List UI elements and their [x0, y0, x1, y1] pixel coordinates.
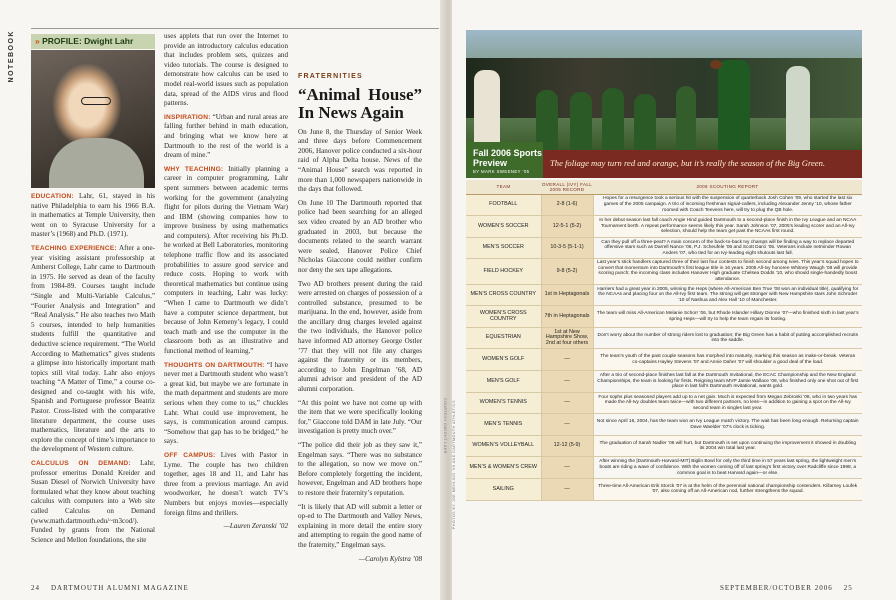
rower-figure: [634, 94, 656, 150]
record-cell: 12-5-1 (5-2): [541, 216, 593, 238]
record-cell: —: [541, 349, 593, 371]
team-cell: MEN’S GOLF: [466, 371, 541, 393]
table-row: [466, 259, 862, 284]
article-paragraph: “At this point we have not come up with the item that we were specifically looking for,” Giaccone told DAM in late July. “Our investigation is pretty much over.”: [298, 398, 422, 436]
top-rule: [31, 28, 439, 29]
golfer-figure: [474, 70, 500, 150]
report-cell: Harriers had a great year in 2005, winning the Heps (where All-American Ben True ’08 won an individual title), qualifying for the NCAAs and placing four on the All-Ivy first team. The strong will get stronger with New Hampshire stars John Schroder ’10 of Nashua and Alex Hall ’10 of Manchester.: [593, 284, 862, 306]
report-cell: Not since April 16, 2004, has the team won an Ivy League match victory. The wait has been long enough. Returning captain Dave Waelder ’07’s clock is ticking.: [593, 414, 862, 436]
record-cell: 7th in Heptagonals: [541, 306, 593, 328]
col2-paragraph: OFF CAMPUS: Lives with Pastor in Lyme. The couple has two children together, ages 18 and 11, and Lahr has three from a previous marriage. An avid woodworker, he doesn’t watch TV’s Numbers but enjoys movies—especially foreign films and thrillers.: [164, 450, 288, 517]
profile-column-2: [164, 32, 288, 536]
table-row: [466, 371, 862, 393]
article-paragraph: “The police did their job as they saw it,” Engelman says. “There was no substance to the allegation, so now we move on.” Before completely forgetting the incident, however, Engelman and AD brothers hope to restore their fraternity’s reputation.: [298, 441, 422, 497]
section-label: NOTEBOOK: [8, 30, 15, 83]
record-cell: —: [541, 479, 593, 501]
article-paragraph: Two AD brothers present during the raid were arrested on charges of possession of a controlled substance, presumed to be marijuana. In the end, however, aside from the ancillary drug charges leveled against the two individuals, the Hanover police have informed AD attorney George Ostler ’77 that they will not file any charges against the fraternity or its members, according to John Engelman ’68, AD alumni advisor and president of the AD alumni corporation.: [298, 279, 422, 394]
col1-paragraph: TEACHING EXPERIENCE: After a one-year visiting assistant professorship at Amherst College, Lahr came to Dartmouth in 1975. He served as dean of the faculty from 1984-89. Courses taught include “Single and Multi-Variable Calculus,” “Fourier Analysis and Integration” and “Real Analysis.” He also teaches two Math 5 courses, intended to help humanities students fulfill the quantitative and deductive science requirement. “The World According to Mathematics” gives students a glimpse into historically important math topics still vital today. Lahr also enjoys teaching “A Matter of Time,” a course co-designed and co-taught with his wife, Spanish and Portuguese professor Beatriz Pastor. Cross-listed with the comparative literature department, the course uses mathematics, literature and the arts to explore the concept of time’s importance to the development of Western culture.: [31, 243, 155, 454]
article-paragraph: On June 10 The Dartmouth reported that police had been searching for an alleged sex video created by an AD brother who graduated in 2003, but because the documents related to the search warrant were sealed, Hanover Police Chief Nicholas Giaccone could neither confirm nor deny the sex tape allegations.: [298, 198, 422, 274]
photo-glasses: [81, 97, 111, 105]
record-cell: —: [541, 371, 593, 393]
team-cell: FOOTBALL: [466, 194, 541, 216]
team-cell: FIELD HOCKEY: [466, 259, 541, 284]
profile-header: [31, 34, 155, 49]
team-cell: MEN’S SOCCER: [466, 237, 541, 259]
report-cell: The graduation of Sarah Nadler ’06 will hurt, but Dartmouth is set upon continuing the improvement it showed in doubling its 2004 win total last year.: [593, 435, 862, 457]
report-cell: Can they pull off a three-peat? A main concern of the back-to-back Ivy champs will be finding a way to replace departed offensive stars such as Darrell Nance ’06, P.J. Scheufele ’06 and Scott Darci ’05. Veterans include netminder Rowan Anders ’07, who tied for an Ivy-leading eight shutouts last fall.: [593, 237, 862, 259]
record-cell: —: [541, 414, 593, 436]
table-row: [466, 392, 862, 414]
team-cell: MEN’S CROSS COUNTRY: [466, 284, 541, 306]
profile-name: Dwight Lahr: [84, 36, 134, 46]
record-cell: —: [541, 457, 593, 479]
record-cell: —: [541, 392, 593, 414]
team-cell: WOMEN’S VOLLEYBALL: [466, 435, 541, 457]
report-cell: Last year’s stick handlers captured three of their last four contests to finish second among Ivies. This year’s squad hopes to convert that momentum into Dartmouth’s first league title in 16 years. 2005 All-Ivy honoree Whitney Waugh ’08 will provide scoring punch; the incoming class includes Hanover High graduate Chelsea Dodds ’10, who should single-handedly boost attendance.: [593, 259, 862, 284]
record-cell: 10-3-5 (5-1-1): [541, 237, 593, 259]
report-cell: Don’t worry about the number of strong riders lost to graduation; the Big Green has a habit of putting accomplished recruits into the saddle.: [593, 327, 862, 349]
report-header: 2006 SCOUTING REPORT: [593, 180, 862, 194]
team-cell: WOMEN’S TENNIS: [466, 392, 541, 414]
record-cell: 12-12 (5-9): [541, 435, 593, 457]
rower-figure: [570, 92, 592, 150]
table-row: [466, 349, 862, 371]
article-paragraph: On June 8, the Thursday of Senior Week and three days before Commencement 2006, Hanover police conducted a six-hour raid of Alpha Delta house. News of the “Animal House” search was reported in more than 1,000 newspapers nationwide in the days that followed.: [298, 127, 422, 194]
article-headline: “Animal House” In News Again: [298, 84, 422, 122]
report-cell: Four sophs plus seasoned players add up to a net gain. Much is expected from Megan Zebroski ’08, who in two years has made the All-Ivy doubles team twice—with two different partners, no less—in addition to gaining a spot on the All-Ivy second team in singles last year.: [593, 392, 862, 414]
profile-column-1: [31, 192, 155, 549]
report-cell: Three-time All-American Erik Storck ’07 is at the helm of the perennial national championship contenders. Killarney Loufek ’07, also coming off an All-American nod, further strengthens the squad.: [593, 479, 862, 501]
rower-figure: [536, 90, 558, 150]
col1-paragraph: CALCULUS ON DEMAND: Lahr, professor emeritus Donald Kreider and Susan Diesel of Norwich University have formulated what they know about teaching calculus with computers into a Web site called Calculus on Demand (www.math.dartmouth.edu/~m3cod/). Funded by grants from the National Science and Mellon foundations, the site: [31, 459, 155, 544]
report-cell: After winning the [Dartmouth-Harvard-MIT] Biglin Bowl for only the third time in 57 years last spring, the lightweight men’s boats are riding a wave of confidence. With the women coming off of last spring’s first victory over Radcliffe since 1998, a common goal is to beat Harvard again—or else.: [593, 457, 862, 479]
soccer-player-figure: [786, 66, 810, 150]
page-number: 24: [31, 584, 40, 592]
record-cell: 1st in Heptagonals: [541, 284, 593, 306]
preview-title-box: [466, 142, 543, 178]
table-row: [466, 414, 862, 436]
report-cell: The team’s youth of the past couple seasons has morphed into maturity, marking this season as make-or-break. Veteran co-captains Hayley Stevens ’07 and Annie Daher ’07 will shoulder a good deal of the load.: [593, 349, 862, 371]
col2-paragraph: uses applets that run over the Internet to provide an introductory calculus education that includes problem sets, quizzes and video tutorials. The course is designed to demonstrate how calculus can be used to model real-world issues such as population data, spread of the AIDS virus and flood patterns.: [164, 32, 288, 108]
arrow-icon: »: [35, 36, 40, 46]
scouting-table: [466, 180, 862, 501]
right-folio: [720, 584, 853, 592]
table-row: [466, 284, 862, 306]
left-folio: [31, 584, 189, 592]
record-cell: 1st at New Hampshire Show, 2nd at four others: [541, 327, 593, 349]
table-row: [466, 479, 862, 501]
col2-paragraph: WHY TEACHING: Initially planning a career in computer programming, Lahr spent summers between academic terms working for the government (analyzing flight for pilots during the Vietnam War) and IBM (showing companies how to improve business by using mathematics and computers). After receiving his Ph.D. he worked at Bell Laboratories, monitoring telephone traffic flow and its associated probabilities to assure good service and reduce costs. Hoping to work with theoretical mathematics but continue using computers in teaching, Lahr was lucky: “When I came to Dartmouth we didn’t have a computer science department, but because of John Kemeny’s legacy, I could teach math and use the computer in the classroom both as an illustrative and functional method of learning.”: [164, 164, 288, 355]
rower-figure: [602, 88, 624, 150]
team-cell: MEN’S & WOMEN’S CREW: [466, 457, 541, 479]
team-header: TEAM: [466, 180, 541, 194]
report-cell: In her debut season last fall coach Angie Hind guided Dartmouth to a second-place finish in the Ivy League and an NCAA Tournament berth. A repeat performance seems likely this year. Sarah Johnson ’07, 2005’s leading scorer and an All-Ivy selection, should help the team get past the NCAAs first round.: [593, 216, 862, 238]
report-cell: After a trio of second-place finishes last fall at the Dartmouth Invitational, the ECAC Championship and the New England Championships, the team is looking for firsts. Reigning team MVP Jamie Wallace ’08, who finished only one shot out of first place in last fall’s Dartmouth Invitational, wants gold.: [593, 371, 862, 393]
page-number: 25: [843, 584, 853, 592]
team-cell: WOMEN’S GOLF: [466, 349, 541, 371]
rower-figure: [676, 86, 696, 150]
preview-tagline: The foliage may turn red and orange, but it’s really the season of the Big Green.: [550, 158, 826, 168]
table-row: [466, 216, 862, 238]
preview-byline: BY MARK SWEENEY ’05: [473, 169, 530, 174]
col2-paragraph: INSPIRATION: “Urban and rural areas are falling further behind in math education, and bringing what we know here at Dartmouth to the rest of the world is a dream of mine.”: [164, 112, 288, 160]
photo-shirt: [49, 138, 144, 188]
team-cell: WOMEN’S SOCCER: [466, 216, 541, 238]
preview-title: Fall 2006 Sports Preview: [473, 148, 543, 168]
team-cell: SAILING: [466, 479, 541, 501]
team-cell: WOMEN’S CROSS COUNTRY: [466, 306, 541, 328]
table-row: [466, 237, 862, 259]
table-row: [466, 327, 862, 349]
record-header: OVERALL (IVY) FALL 2005 RECORD: [541, 180, 593, 194]
report-cell: The team will miss All-American Melanie Schorr ’06, but Rhode Islander Hillary Dionne ’07—who finished sixth in last year’s spring Heps—will try to help the team regain its footing.: [593, 306, 862, 328]
magazine-title: DARTMOUTH ALUMNI MAGAZINE: [51, 584, 189, 592]
profile-photo: [31, 50, 155, 188]
record-cell: 2-8 (1-6): [541, 194, 593, 216]
article-paragraph: “It is likely that AD will submit a letter or op-ed to The Dartmouth and Valley News, explaining in more detail the entire story and attempting to regain the good name of the fraternity,” Engelman says.: [298, 502, 422, 549]
team-cell: EQUESTRIAN: [466, 327, 541, 349]
football-icon: [710, 60, 722, 69]
sports-hero-photo: [466, 30, 862, 150]
table-row: [466, 194, 862, 216]
table-row: [466, 457, 862, 479]
table-row: [466, 306, 862, 328]
col2-paragraph: THOUGHTS ON DARTMOUTH: “I have never met a Dartmouth student who wasn’t a great kid, but maybe we are fortunate in the math department and students are more serious when they come to us,” chuckles Lahr. What could use improvement, he says, is communication around campus. “Somehow that gap has to be bridged,” he says.: [164, 360, 288, 446]
record-cell: 9-8 (5-2): [541, 259, 593, 284]
col2-signature: —Lauren Zeranski ’02: [223, 522, 288, 531]
report-cell: Hopes for a resurgence took a serious hit with the suspension of quarterback Josh Cohen ’09, who started the last six games of the 2005 campaign. A trio of incoming freshman signal-callers, including Alexander Jenny ’10, whose father roomed with Coach Teevens here, will try to plug the QB hole.: [593, 194, 862, 216]
issue-date: SEPTEMBER/OCTOBER 2006: [720, 584, 833, 592]
sports-photo-credit: PHOTOS BY JOE MEHLING ’69 AND DARTMOUTH ATHLETICS: [452, 400, 456, 530]
table-row: [466, 435, 862, 457]
col1-paragraph: EDUCATION: Lahr, 61, stayed in his native Philadelphia to earn his 1966 B.A. in mathematics at Temple University, then went on to Syracuse University for a master’s (1968) and Ph.D. (1971).: [31, 192, 155, 239]
photo-credit: COURTESY DWIGHT LAHR: [443, 398, 447, 454]
article-kicker: FRATERNITIES: [298, 73, 363, 80]
article-column: [298, 72, 422, 568]
football-player-figure: [718, 60, 750, 150]
team-cell: MEN’S TENNIS: [466, 414, 541, 436]
article-signature: —Carolyn Kylstra ’08: [358, 554, 422, 563]
profile-label: PROFILE:: [42, 36, 82, 46]
